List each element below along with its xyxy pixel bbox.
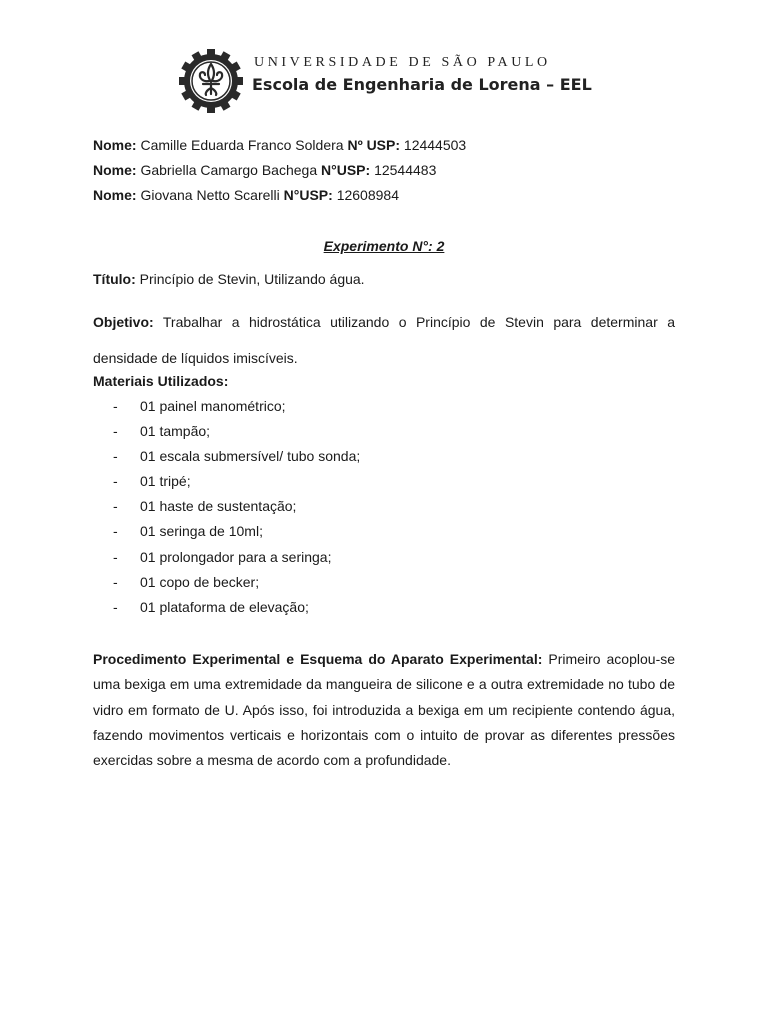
list-item (113, 572, 360, 597)
university-name: UNIVERSIDADE DE SÃO PAULO (254, 55, 551, 70)
list-item (113, 496, 360, 521)
bullet-dash: - (113, 398, 118, 414)
material-text: 01 tampão; (140, 423, 211, 440)
materials-list (113, 396, 360, 622)
usp-label: N°USP: (321, 162, 371, 178)
list-item (113, 547, 360, 572)
material-text: 01 painel manométrico; (140, 398, 286, 414)
title-text: Princípio de Stevin, Utilizando água. (139, 271, 365, 287)
material-text: 01 escala submersível/ tubo sonda; (140, 448, 361, 465)
materials-label: Materiais Utilizados: (93, 373, 229, 389)
material-text: 01 tripé; (140, 473, 191, 490)
student-line-2 (93, 162, 436, 178)
list-item (113, 396, 360, 421)
bullet-dash: - (113, 548, 118, 565)
objective-paragraph (93, 304, 675, 376)
material-text: 01 copo de becker; (140, 573, 260, 590)
procedure-paragraph (93, 647, 675, 773)
name-label: Nome: (93, 162, 137, 178)
usp-number: 12544483 (374, 162, 437, 178)
bullet-dash: - (113, 423, 118, 440)
material-text: 01 seringa de 10ml; (140, 523, 263, 540)
bullet-dash: - (113, 523, 118, 540)
name-label: Nome: (93, 187, 137, 203)
student-line-1 (93, 137, 466, 153)
list-item (113, 471, 360, 496)
list-item (113, 597, 360, 622)
usp-label: Nº USP: (347, 137, 401, 153)
bullet-dash: - (113, 573, 118, 590)
material-text: 01 plataforma de elevação; (140, 598, 309, 615)
name-label: Nome: (93, 137, 137, 153)
document-header (178, 48, 618, 118)
usp-label: N°USP: (283, 187, 333, 203)
material-text: 01 prolongador para a seringa; (140, 548, 332, 565)
usp-number: 12444503 (403, 137, 467, 153)
list-item (113, 521, 360, 546)
title-line (93, 271, 365, 287)
procedure-text: Primeiro acoplou-se uma bexiga em uma extremidade da mangueira de silicone e a outra extremidade no tubo de vidro em formato de U. Após isso, foi introduzida a bexiga em um recipiente contendo água, fazendo movimentos verticais e horizontais com o intuito de provar as diferentes pressões exercidas sobre a mesma de acordo com a profundidade. (93, 651, 676, 769)
objective-label: Objetivo: (93, 314, 154, 330)
school-name: Escola de Engenharia de Lorena – EEL (252, 75, 592, 94)
gear-fleur-de-lis-logo-icon (178, 48, 244, 114)
student-name: Camille Eduarda Franco Soldera (140, 137, 344, 153)
student-line-3 (93, 187, 399, 203)
usp-number: 12608984 (336, 187, 399, 203)
materials-heading (93, 373, 228, 389)
list-item (113, 421, 360, 446)
student-name: Giovana Netto Scarelli (140, 187, 280, 203)
list-item (113, 446, 360, 471)
procedure-label: Procedimento Experimental e Esquema do Aparato Experimental: (93, 651, 543, 667)
bullet-dash: - (113, 448, 118, 465)
experiment-heading: Experimento N°: 2 (323, 238, 445, 254)
material-text: 01 haste de sustentação; (140, 498, 297, 515)
title-label: Título: (93, 271, 136, 287)
bullet-dash: - (113, 498, 118, 515)
bullet-dash: - (113, 598, 118, 615)
bullet-dash: - (113, 473, 118, 490)
objective-text: Trabalhar a hidrostática utilizando o Princípio de Stevin para determinar a densidade de líquidos imiscíveis. (93, 314, 675, 366)
student-name: Gabriella Camargo Bachega (140, 162, 318, 178)
